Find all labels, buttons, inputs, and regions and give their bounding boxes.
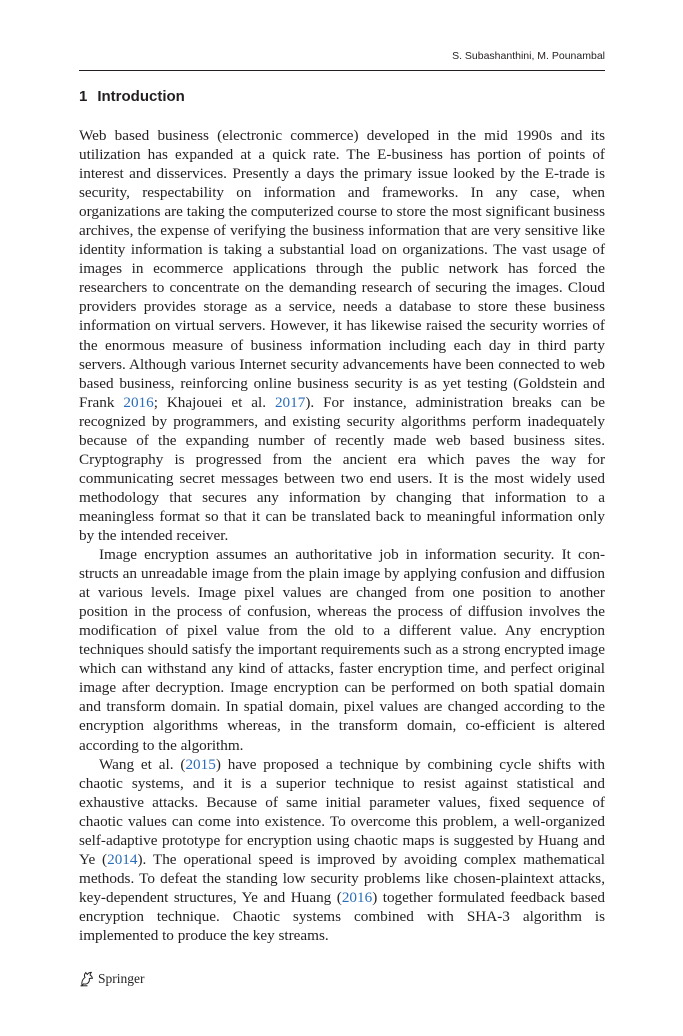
citation-link[interactable]: 2016 [123,393,154,411]
section-number: 1 [79,88,88,105]
paragraph [79,126,605,545]
paragraph-text: ; Khajouei et al. [153,393,275,411]
section-title: Introduction [97,88,185,105]
section-heading [79,88,185,105]
citation-link[interactable]: 2017 [274,393,306,411]
paragraph [79,545,605,755]
paragraph-text: ) have proposed a technique by combining cycle shifts with chaotic systems, and it is a superior technique to resist against statistical and exhaustive attacks. Because of same initial parameter values, fixed sequence of chaotic values can come into existence. To overcome this problem, a well-organized self-adaptive prototype for encryption using chaotic maps is suggested by Huang and Ye ( [79,755,605,868]
citation-link[interactable]: 2014 [107,850,138,868]
paragraph [79,755,605,945]
publisher-name: Springer [98,970,145,986]
citation-link[interactable]: 2016 [341,888,373,906]
paragraph-text: Image encryption assumes an authoritative job in information security. It constructs an unreadable image from the plain image by applying confusion and diffusion at various levels. Image pixel values are changed from one position to another position in the process of confusion, whereas the process of diffusion involves the modification of pixel value from the old to a different value. Any encryption techniques should satisfy the important requirements such as a strong encrypted image which can withstand any kind of attacks, faster encryption time, and perfect original image after decryption. Image encryption can be performed on both spatial domain and transform domain. In spatial domain, pixel values are changed according to the encryption algorithms whereas, in the transform domain, co-efficient is altered according to the algorithm. [79,546,605,754]
running-head: S. Subashanthini, M. Pounambal [452,50,605,62]
citation-link[interactable]: 2015 [185,755,216,773]
paragraph-text: ). The operational speed is improved by avoiding complex mathematical methods. To defeat the standing low security problems like chosen-plaintext attacks, key-dependent structures, Ye and Huang ( [79,850,606,906]
paragraph-text: Web based business (electronic commerce) developed in the mid 1990s and its utilization has expanded at a quick rate. The E-business has portion of points of interest and disservices. Presently a days the primary issue looked by the E-trade is security, respectability on information and frameworks. In any case, when organizations are taking the computerized course to store the most significant business archives, the expense of verifying the business information that are very sensitive like identity information is taking a substantial load on organizations. The vast usage of images in ecommerce applications through the public network has forced the researchers to concentrate on the demanding research of securing the images. Cloud providers provides storage as a service, needs a database to store these business information on virtual servers. However, it has likewise raised the security worries of the enormous measure of business information including each day in third party servers. Although various Internet security advancements have been connected to web based business, reinforcing online business security is as yet testing (Goldstein and Frank [79,127,605,411]
header-rule [79,70,605,71]
springer-horse-icon [79,970,94,987]
body-text [79,126,605,945]
paragraph-text: Wang et al. ( [99,755,186,773]
paragraph-text: ) together formulated feedback based encryption technique. Chaotic systems combined with SHA-3 algorithm is implemented to produce the key streams. [79,888,605,944]
footer [79,970,145,987]
paragraph-text: ). For instance, administration breaks can be recognized by programmers, and existing security algorithms perform inadequately because of the expanding number of recently made web based business sites. Cryptography is progressed from the ancient era which paves the way for communicating secret messages between two end users. It is the most widely used methodology that secures any information by changing that information to a meaningless format so that it can be translated back to meaningful information only by the intended receiver. [79,393,606,544]
